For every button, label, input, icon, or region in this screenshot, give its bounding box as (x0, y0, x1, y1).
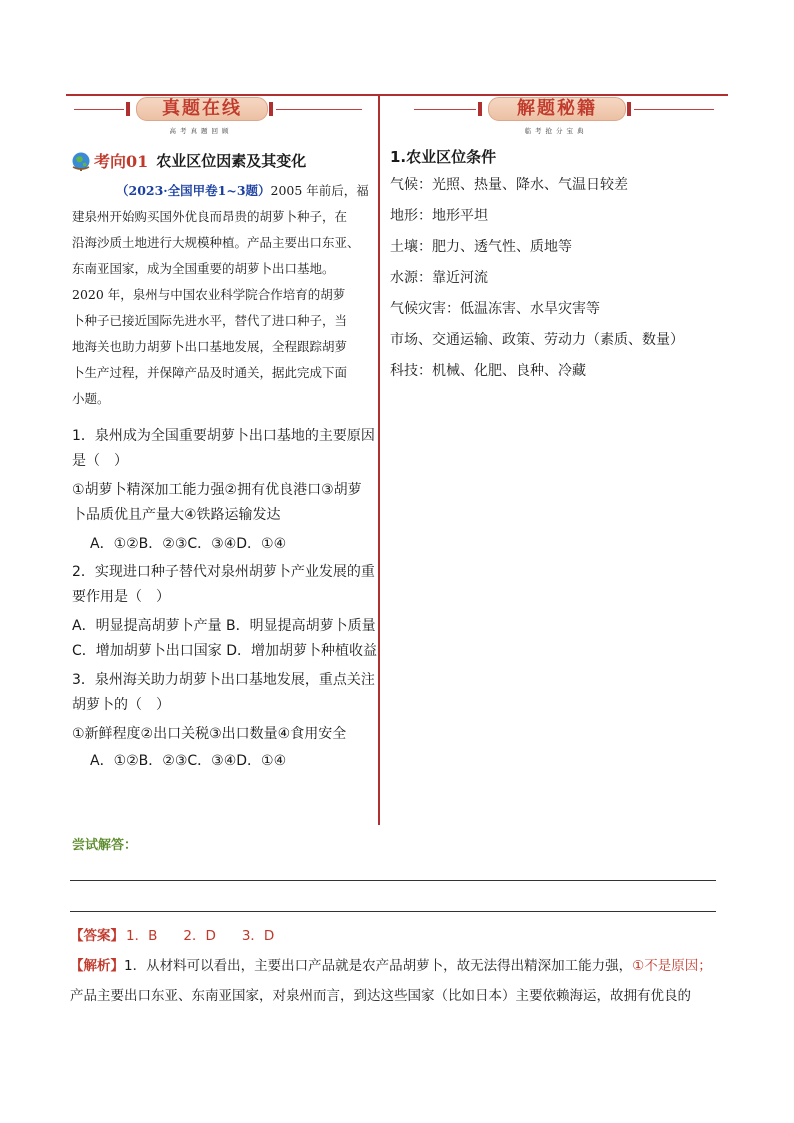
tips-title: 1.农业区位条件 (390, 148, 497, 166)
answer-item: 1．B (126, 928, 158, 944)
answer-label: 【答案】 (70, 928, 124, 944)
passage-line: 2005 年前后，福 (270, 183, 369, 198)
question-stem: ①新鲜程度②出口关税③出口数量④食用安全 (72, 726, 347, 742)
question-text: 胡萝卜的（ ） (72, 697, 170, 713)
question-3 (72, 668, 378, 774)
question-stem: ①胡萝卜精深加工能力强②拥有优良港口③胡萝 (72, 482, 362, 498)
topic-title: 农业区位因素及其变化 (156, 151, 307, 170)
banner-right-tick (478, 102, 482, 116)
column-divider (378, 95, 380, 825)
passage-line: 建泉州开始购买国外优良而昂贵的胡萝卜种子，在 (72, 209, 348, 224)
passage-line: 小题。 (72, 391, 110, 406)
passage-line: 2020 年，泉州与中国农业科学院合作培育的胡萝 (72, 287, 346, 302)
analysis-line-1 (70, 952, 794, 981)
right-banner-subtitle: 临考抢分宝典 (524, 127, 588, 135)
analysis-highlight: ①不是原因； (632, 958, 712, 974)
question-options: A．①②B．②③C．③④D．①④ (90, 536, 287, 552)
banner-right-tick-2 (627, 102, 631, 116)
tips-item: 气候灾害：低温冻害、水旱灾害等 (390, 301, 600, 317)
banner-left-line-2 (276, 109, 362, 110)
left-banner-title: 真题在线 (136, 97, 268, 121)
tips-item: 水源：靠近河流 (390, 270, 488, 286)
answer-item: 3．D (241, 928, 275, 944)
answer-writing-line[interactable] (70, 880, 716, 881)
analysis-line-2: 产品主要出口东亚、东南亚国家，对泉州而言，到达这些国家（比如日本）主要依赖海运，故拥有优良的 (70, 988, 691, 1004)
question-text: 是（ ） (72, 453, 128, 469)
question-options: A．①②B．②③C．③④D．①④ (90, 753, 287, 769)
banner-left-line (74, 109, 124, 110)
tips-item: 市场、交通运输、政策、劳动力（素质、数量） (390, 332, 684, 348)
tips-item: 科技：机械、化肥、良种、冷藏 (390, 363, 586, 379)
header-rule (66, 94, 728, 96)
banner-right-line (414, 109, 476, 110)
question-stem: 卜品质优且产量大④铁路运输发达 (72, 507, 281, 523)
banner-right-line-2 (634, 109, 714, 110)
passage-body (72, 204, 372, 412)
analysis-label: 【解析】 (70, 958, 124, 974)
answer-row (70, 922, 274, 950)
passage-line: 东南亚国家，成为全国重要的胡萝卜出口基地。 (72, 261, 335, 276)
passage-line: 卜种子已接近国际先进水平，替代了进口种子，当 (72, 313, 348, 328)
question-1 (72, 424, 378, 557)
question-text: 要作用是（ ） (72, 589, 170, 605)
analysis-text: 1．从材料可以看出，主要出口产品就是农产品胡萝卜，故无法得出精深加工能力强， (124, 958, 633, 974)
question-stem: A．明显提高胡萝卜产量 B．明显提高胡萝卜质量 (72, 618, 376, 634)
tips-item: 地形：地形平坦 (390, 208, 488, 224)
passage-source: （2023·全国甲卷1~3题） (116, 183, 271, 198)
question-text: 1．泉州成为全国重要胡萝卜出口基地的主要原因 (72, 428, 375, 444)
topic-header (70, 146, 306, 174)
left-banner-subtitle: 高考真题回顾 (169, 127, 233, 135)
tips-list (390, 170, 720, 387)
try-label: 尝试解答： (72, 838, 138, 853)
tips-item: 气候：光照、热量、降水、气温日较差 (390, 177, 628, 193)
passage-line: 沿海沙质土地进行大规模种植。产品主要出口东亚、 (72, 235, 360, 250)
tips-item: 土壤：肥力、透气性、质地等 (390, 239, 572, 255)
banner-left-tick-2 (269, 102, 273, 116)
passage-line-first (116, 178, 376, 204)
passage-line: 卜生产过程，并保障产品及时通关，据此完成下面 (72, 365, 348, 380)
question-text: 3．泉州海关助力胡萝卜出口基地发展，重点关注 (72, 672, 375, 688)
answer-writing-line[interactable] (70, 911, 716, 912)
question-text: 2．实现进口种子替代对泉州胡萝卜产业发展的重 (72, 564, 375, 580)
answer-item: 2．D (183, 928, 216, 944)
globe-icon (70, 149, 92, 171)
banner-left-tick (126, 102, 130, 116)
question-stem: C．增加胡萝卜出口国家 D．增加胡萝卜种植收益 (72, 643, 378, 659)
topic-tag: 考向01 (94, 151, 149, 171)
passage-line: 地海关也助力胡萝卜出口基地发展，全程跟踪胡萝 (72, 339, 348, 354)
question-2 (72, 560, 378, 664)
right-banner-title: 解题秘籍 (488, 97, 626, 121)
